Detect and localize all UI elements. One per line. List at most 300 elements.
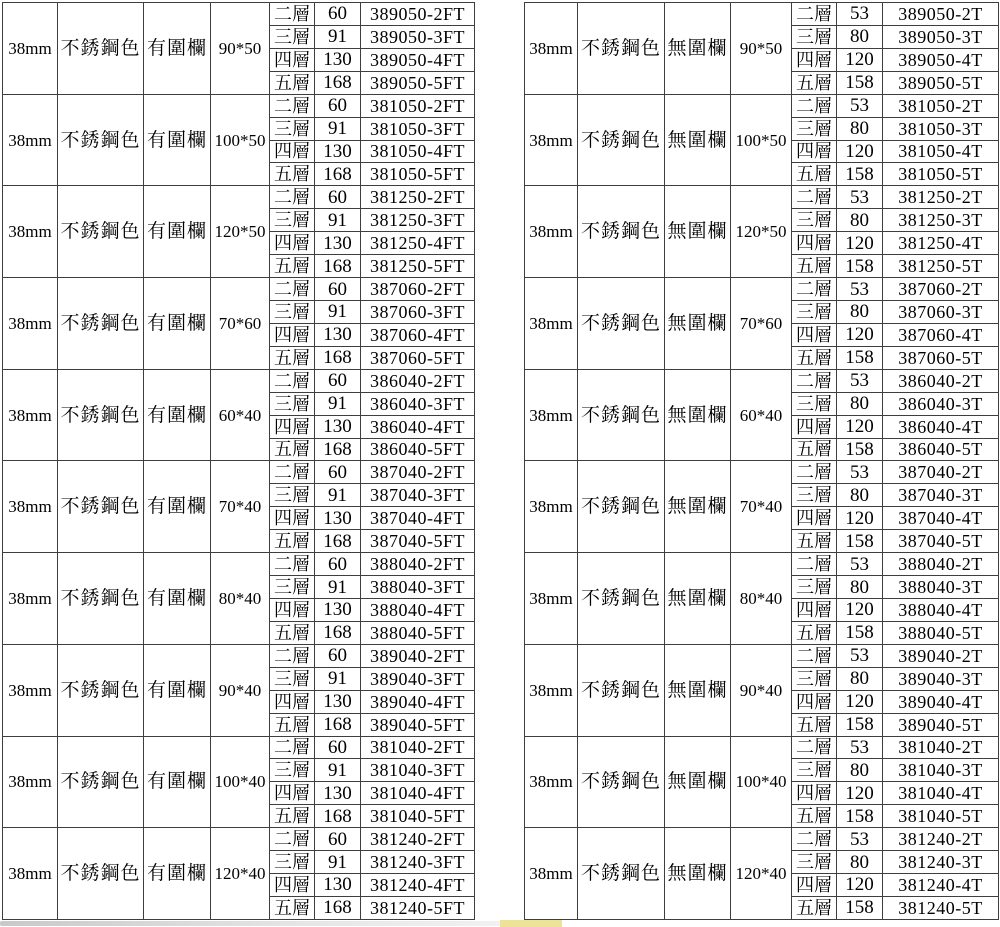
cell-product-code: 386040-3T <box>883 392 999 415</box>
cell-price: 168 <box>315 530 361 553</box>
cell-layer-count: 五層 <box>270 438 315 461</box>
cell-layer-count: 二層 <box>270 278 315 301</box>
price-table-without-fence <box>524 2 999 920</box>
cell-product-code: 386040-5FT <box>361 438 475 461</box>
cell-price: 120 <box>837 598 883 621</box>
cell-product-code: 386040-2FT <box>361 369 475 392</box>
cell-product-code: 388040-4FT <box>361 598 475 621</box>
cell-product-code: 387060-2FT <box>361 278 475 301</box>
cell-product-code: 381050-3FT <box>361 117 475 140</box>
cell-price: 120 <box>837 232 883 255</box>
cell-product-code: 389040-5FT <box>361 713 475 736</box>
table-row <box>3 553 475 576</box>
cell-fence-option: 無圍欄 <box>665 553 731 645</box>
cell-layer-count: 三層 <box>270 484 315 507</box>
cell-layer-count: 二層 <box>270 369 315 392</box>
cell-price: 53 <box>837 94 883 117</box>
scan-artifact-yellow <box>500 920 562 927</box>
price-table-with-fence <box>2 2 475 920</box>
cell-product-code: 381050-3T <box>883 117 999 140</box>
cell-product-code: 388040-2T <box>883 553 999 576</box>
cell-product-code: 381250-2T <box>883 186 999 209</box>
cell-product-code: 381250-3T <box>883 209 999 232</box>
cell-price: 91 <box>315 25 361 48</box>
cell-layer-count: 四層 <box>792 598 837 621</box>
cell-product-code: 381240-4T <box>883 874 999 897</box>
cell-dimensions: 100*40 <box>211 736 270 828</box>
cell-product-code: 386040-5T <box>883 438 999 461</box>
cell-price: 130 <box>315 690 361 713</box>
cell-tube-diameter: 38mm <box>525 369 578 461</box>
cell-layer-count: 二層 <box>792 461 837 484</box>
cell-price: 158 <box>837 255 883 278</box>
cell-fence-option: 無圍欄 <box>665 3 731 95</box>
cell-dimensions: 100*40 <box>731 736 792 828</box>
cell-price: 158 <box>837 621 883 644</box>
cell-dimensions: 100*50 <box>731 94 792 186</box>
cell-layer-count: 四層 <box>792 232 837 255</box>
cell-price: 53 <box>837 3 883 26</box>
cell-layer-count: 三層 <box>270 576 315 599</box>
cell-product-code: 381040-2T <box>883 736 999 759</box>
cell-layer-count: 四層 <box>792 782 837 805</box>
cell-price: 80 <box>837 851 883 874</box>
cell-product-code: 381040-4T <box>883 782 999 805</box>
cell-steel-color: 不銹鋼色 <box>58 369 144 461</box>
cell-layer-count: 四層 <box>792 690 837 713</box>
cell-tube-diameter: 38mm <box>3 828 58 920</box>
table-row <box>3 736 475 759</box>
cell-fence-option: 無圍欄 <box>665 736 731 828</box>
cell-layer-count: 五層 <box>792 438 837 461</box>
cell-tube-diameter: 38mm <box>525 278 578 370</box>
cell-product-code: 388040-3FT <box>361 576 475 599</box>
cell-fence-option: 有圍欄 <box>144 186 211 278</box>
cell-dimensions: 90*40 <box>211 644 270 736</box>
cell-product-code: 381050-2T <box>883 94 999 117</box>
cell-layer-count: 三層 <box>270 300 315 323</box>
cell-dimensions: 70*60 <box>731 278 792 370</box>
cell-product-code: 381050-2FT <box>361 94 475 117</box>
cell-layer-count: 五層 <box>792 530 837 553</box>
cell-fence-option: 有圍欄 <box>144 553 211 645</box>
cell-product-code: 386040-4FT <box>361 415 475 438</box>
cell-dimensions: 120*40 <box>731 828 792 920</box>
cell-layer-count: 四層 <box>792 415 837 438</box>
cell-layer-count: 五層 <box>270 163 315 186</box>
cell-layer-count: 三層 <box>270 392 315 415</box>
cell-price: 120 <box>837 507 883 530</box>
cell-layer-count: 二層 <box>792 553 837 576</box>
cell-dimensions: 60*40 <box>731 369 792 461</box>
table-row <box>3 186 475 209</box>
cell-tube-diameter: 38mm <box>525 736 578 828</box>
cell-product-code: 387040-2T <box>883 461 999 484</box>
cell-fence-option: 無圍欄 <box>665 828 731 920</box>
cell-price: 120 <box>837 782 883 805</box>
cell-price: 158 <box>837 438 883 461</box>
cell-layer-count: 二層 <box>270 644 315 667</box>
cell-dimensions: 70*40 <box>211 461 270 553</box>
cell-layer-count: 四層 <box>792 140 837 163</box>
cell-layer-count: 三層 <box>270 209 315 232</box>
cell-product-code: 387040-3FT <box>361 484 475 507</box>
cell-layer-count: 三層 <box>792 576 837 599</box>
cell-price: 60 <box>315 278 361 301</box>
cell-product-code: 381040-5FT <box>361 805 475 828</box>
cell-product-code: 388040-4T <box>883 598 999 621</box>
cell-tube-diameter: 38mm <box>3 644 58 736</box>
cell-tube-diameter: 38mm <box>3 278 58 370</box>
cell-price: 80 <box>837 117 883 140</box>
cell-price: 91 <box>315 209 361 232</box>
table-row <box>3 278 475 301</box>
cell-product-code: 381040-5T <box>883 805 999 828</box>
cell-layer-count: 三層 <box>792 117 837 140</box>
cell-layer-count: 二層 <box>270 553 315 576</box>
cell-layer-count: 三層 <box>270 759 315 782</box>
table-row <box>525 369 999 392</box>
cell-product-code: 381050-4FT <box>361 140 475 163</box>
cell-product-code: 386040-2T <box>883 369 999 392</box>
cell-layer-count: 二層 <box>270 736 315 759</box>
cell-layer-count: 二層 <box>792 828 837 851</box>
cell-price: 168 <box>315 896 361 919</box>
cell-tube-diameter: 38mm <box>3 186 58 278</box>
cell-product-code: 381240-3FT <box>361 851 475 874</box>
cell-price: 158 <box>837 71 883 94</box>
cell-layer-count: 四層 <box>792 48 837 71</box>
cell-product-code: 389050-3T <box>883 25 999 48</box>
cell-steel-color: 不銹鋼色 <box>578 736 665 828</box>
cell-layer-count: 三層 <box>792 667 837 690</box>
cell-steel-color: 不銹鋼色 <box>578 828 665 920</box>
cell-layer-count: 五層 <box>270 255 315 278</box>
cell-product-code: 389040-2T <box>883 644 999 667</box>
cell-fence-option: 有圍欄 <box>144 3 211 95</box>
cell-layer-count: 五層 <box>792 255 837 278</box>
cell-layer-count: 三層 <box>270 25 315 48</box>
cell-layer-count: 四層 <box>270 507 315 530</box>
table-row <box>3 369 475 392</box>
scan-artifact-gray <box>0 921 517 926</box>
cell-layer-count: 二層 <box>792 369 837 392</box>
cell-fence-option: 有圍欄 <box>144 461 211 553</box>
cell-price: 91 <box>315 300 361 323</box>
cell-layer-count: 二層 <box>270 186 315 209</box>
cell-layer-count: 二層 <box>792 278 837 301</box>
table-row <box>3 644 475 667</box>
cell-price: 158 <box>837 163 883 186</box>
cell-steel-color: 不銹鋼色 <box>578 553 665 645</box>
cell-product-code: 389040-5T <box>883 713 999 736</box>
cell-layer-count: 四層 <box>270 598 315 621</box>
cell-product-code: 381040-3T <box>883 759 999 782</box>
table-row <box>525 828 999 851</box>
cell-price: 80 <box>837 667 883 690</box>
cell-layer-count: 三層 <box>270 667 315 690</box>
cell-price: 60 <box>315 553 361 576</box>
cell-layer-count: 三層 <box>270 851 315 874</box>
cell-layer-count: 二層 <box>270 461 315 484</box>
cell-layer-count: 三層 <box>792 25 837 48</box>
cell-fence-option: 有圍欄 <box>144 828 211 920</box>
cell-product-code: 389050-2T <box>883 3 999 26</box>
cell-product-code: 389040-4FT <box>361 690 475 713</box>
cell-product-code: 381250-5T <box>883 255 999 278</box>
cell-steel-color: 不銹鋼色 <box>58 736 144 828</box>
cell-tube-diameter: 38mm <box>3 94 58 186</box>
cell-price: 60 <box>315 369 361 392</box>
cell-price: 120 <box>837 140 883 163</box>
cell-layer-count: 四層 <box>270 690 315 713</box>
cell-price: 168 <box>315 346 361 369</box>
cell-steel-color: 不銹鋼色 <box>58 3 144 95</box>
cell-product-code: 389050-3FT <box>361 25 475 48</box>
cell-price: 91 <box>315 667 361 690</box>
cell-fence-option: 無圍欄 <box>665 186 731 278</box>
cell-price: 60 <box>315 644 361 667</box>
cell-product-code: 381050-4T <box>883 140 999 163</box>
cell-price: 60 <box>315 461 361 484</box>
table-row <box>3 828 475 851</box>
table-row <box>525 644 999 667</box>
cell-price: 158 <box>837 713 883 736</box>
cell-price: 120 <box>837 690 883 713</box>
cell-price: 80 <box>837 484 883 507</box>
cell-price: 120 <box>837 323 883 346</box>
cell-product-code: 389040-2FT <box>361 644 475 667</box>
cell-tube-diameter: 38mm <box>525 828 578 920</box>
cell-price: 120 <box>837 415 883 438</box>
cell-dimensions: 70*40 <box>731 461 792 553</box>
cell-price: 80 <box>837 209 883 232</box>
cell-price: 158 <box>837 896 883 919</box>
cell-dimensions: 90*50 <box>211 3 270 95</box>
cell-steel-color: 不銹鋼色 <box>58 186 144 278</box>
cell-dimensions: 120*50 <box>211 186 270 278</box>
cell-steel-color: 不銹鋼色 <box>578 94 665 186</box>
cell-price: 60 <box>315 736 361 759</box>
cell-product-code: 387040-3T <box>883 484 999 507</box>
cell-price: 168 <box>315 438 361 461</box>
cell-layer-count: 二層 <box>792 736 837 759</box>
cell-product-code: 386040-3FT <box>361 392 475 415</box>
cell-product-code: 381250-4FT <box>361 232 475 255</box>
price-table-body <box>525 3 999 920</box>
cell-layer-count: 五層 <box>270 805 315 828</box>
cell-layer-count: 二層 <box>270 828 315 851</box>
cell-steel-color: 不銹鋼色 <box>58 828 144 920</box>
cell-tube-diameter: 38mm <box>525 644 578 736</box>
cell-steel-color: 不銹鋼色 <box>578 3 665 95</box>
cell-product-code: 389050-4FT <box>361 48 475 71</box>
cell-price: 158 <box>837 530 883 553</box>
cell-tube-diameter: 38mm <box>3 553 58 645</box>
cell-tube-diameter: 38mm <box>3 736 58 828</box>
cell-product-code: 387060-5T <box>883 346 999 369</box>
table-row <box>525 461 999 484</box>
cell-price: 168 <box>315 621 361 644</box>
cell-dimensions: 80*40 <box>731 553 792 645</box>
cell-price: 60 <box>315 186 361 209</box>
cell-dimensions: 60*40 <box>211 369 270 461</box>
cell-steel-color: 不銹鋼色 <box>58 94 144 186</box>
cell-tube-diameter: 38mm <box>3 3 58 95</box>
cell-dimensions: 70*60 <box>211 278 270 370</box>
cell-layer-count: 四層 <box>270 323 315 346</box>
cell-product-code: 381040-2FT <box>361 736 475 759</box>
cell-price: 53 <box>837 553 883 576</box>
cell-layer-count: 三層 <box>270 117 315 140</box>
cell-layer-count: 三層 <box>792 392 837 415</box>
cell-product-code: 381240-4FT <box>361 874 475 897</box>
cell-product-code: 381040-3FT <box>361 759 475 782</box>
table-row <box>525 736 999 759</box>
cell-steel-color: 不銹鋼色 <box>578 644 665 736</box>
table-row <box>525 278 999 301</box>
cell-product-code: 387040-5FT <box>361 530 475 553</box>
cell-layer-count: 五層 <box>270 346 315 369</box>
cell-fence-option: 有圍欄 <box>144 369 211 461</box>
cell-layer-count: 五層 <box>792 896 837 919</box>
cell-tube-diameter: 38mm <box>525 461 578 553</box>
cell-layer-count: 五層 <box>270 713 315 736</box>
cell-product-code: 381240-2T <box>883 828 999 851</box>
cell-steel-color: 不銹鋼色 <box>578 278 665 370</box>
cell-product-code: 388040-3T <box>883 576 999 599</box>
cell-price: 130 <box>315 48 361 71</box>
cell-price: 91 <box>315 392 361 415</box>
cell-product-code: 381250-4T <box>883 232 999 255</box>
cell-layer-count: 二層 <box>270 3 315 26</box>
cell-price: 80 <box>837 576 883 599</box>
cell-steel-color: 不銹鋼色 <box>58 644 144 736</box>
cell-layer-count: 二層 <box>792 3 837 26</box>
cell-price: 130 <box>315 140 361 163</box>
cell-layer-count: 五層 <box>792 71 837 94</box>
cell-product-code: 387040-2FT <box>361 461 475 484</box>
cell-price: 80 <box>837 300 883 323</box>
cell-fence-option: 有圍欄 <box>144 278 211 370</box>
cell-tube-diameter: 38mm <box>525 553 578 645</box>
cell-layer-count: 四層 <box>270 874 315 897</box>
cell-price: 158 <box>837 346 883 369</box>
cell-tube-diameter: 38mm <box>525 186 578 278</box>
cell-product-code: 389040-4T <box>883 690 999 713</box>
cell-dimensions: 80*40 <box>211 553 270 645</box>
cell-price: 130 <box>315 782 361 805</box>
cell-product-code: 387040-4FT <box>361 507 475 530</box>
cell-layer-count: 五層 <box>792 163 837 186</box>
table-row <box>525 3 999 26</box>
cell-tube-diameter: 38mm <box>3 369 58 461</box>
cell-product-code: 381250-2FT <box>361 186 475 209</box>
table-row <box>3 94 475 117</box>
table-row <box>525 553 999 576</box>
cell-product-code: 387060-3FT <box>361 300 475 323</box>
table-row <box>525 186 999 209</box>
cell-steel-color: 不銹鋼色 <box>58 553 144 645</box>
cell-layer-count: 四層 <box>270 782 315 805</box>
cell-layer-count: 五層 <box>792 805 837 828</box>
cell-layer-count: 三層 <box>792 759 837 782</box>
cell-fence-option: 無圍欄 <box>665 461 731 553</box>
cell-price: 91 <box>315 851 361 874</box>
cell-layer-count: 五層 <box>270 530 315 553</box>
cell-layer-count: 三層 <box>792 484 837 507</box>
cell-steel-color: 不銹鋼色 <box>578 186 665 278</box>
table-row <box>3 3 475 26</box>
cell-product-code: 386040-4T <box>883 415 999 438</box>
cell-fence-option: 有圍欄 <box>144 736 211 828</box>
cell-price: 130 <box>315 598 361 621</box>
cell-product-code: 381050-5T <box>883 163 999 186</box>
cell-price: 130 <box>315 323 361 346</box>
table-row <box>525 94 999 117</box>
cell-price: 53 <box>837 644 883 667</box>
cell-product-code: 388040-5FT <box>361 621 475 644</box>
cell-product-code: 381240-5FT <box>361 896 475 919</box>
cell-product-code: 387040-4T <box>883 507 999 530</box>
cell-dimensions: 120*50 <box>731 186 792 278</box>
cell-layer-count: 四層 <box>270 48 315 71</box>
cell-product-code: 389040-3FT <box>361 667 475 690</box>
cell-fence-option: 無圍欄 <box>665 644 731 736</box>
cell-price: 53 <box>837 369 883 392</box>
cell-price: 91 <box>315 484 361 507</box>
cell-price: 130 <box>315 507 361 530</box>
cell-dimensions: 90*50 <box>731 3 792 95</box>
cell-price: 53 <box>837 736 883 759</box>
cell-layer-count: 四層 <box>270 232 315 255</box>
cell-layer-count: 五層 <box>792 713 837 736</box>
cell-layer-count: 二層 <box>792 644 837 667</box>
cell-fence-option: 無圍欄 <box>665 369 731 461</box>
cell-product-code: 388040-2FT <box>361 553 475 576</box>
cell-layer-count: 五層 <box>792 621 837 644</box>
cell-price: 120 <box>837 48 883 71</box>
cell-price: 168 <box>315 163 361 186</box>
cell-product-code: 387060-5FT <box>361 346 475 369</box>
cell-product-code: 381240-5T <box>883 896 999 919</box>
cell-product-code: 389040-3T <box>883 667 999 690</box>
cell-price: 60 <box>315 94 361 117</box>
cell-steel-color: 不銹鋼色 <box>58 278 144 370</box>
cell-price: 80 <box>837 759 883 782</box>
cell-product-code: 389050-2FT <box>361 3 475 26</box>
cell-product-code: 381250-5FT <box>361 255 475 278</box>
cell-layer-count: 五層 <box>270 621 315 644</box>
cell-layer-count: 三層 <box>792 851 837 874</box>
cell-product-code: 387040-5T <box>883 530 999 553</box>
cell-product-code: 381050-5FT <box>361 163 475 186</box>
cell-price: 130 <box>315 415 361 438</box>
cell-tube-diameter: 38mm <box>525 94 578 186</box>
cell-price: 130 <box>315 874 361 897</box>
cell-product-code: 387060-2T <box>883 278 999 301</box>
cell-layer-count: 二層 <box>792 186 837 209</box>
cell-dimensions: 100*50 <box>211 94 270 186</box>
cell-layer-count: 三層 <box>792 300 837 323</box>
cell-layer-count: 四層 <box>270 415 315 438</box>
cell-price: 120 <box>837 874 883 897</box>
cell-product-code: 387060-4T <box>883 323 999 346</box>
cell-product-code: 381240-3T <box>883 851 999 874</box>
cell-price: 168 <box>315 71 361 94</box>
cell-steel-color: 不銹鋼色 <box>58 461 144 553</box>
cell-fence-option: 有圍欄 <box>144 644 211 736</box>
